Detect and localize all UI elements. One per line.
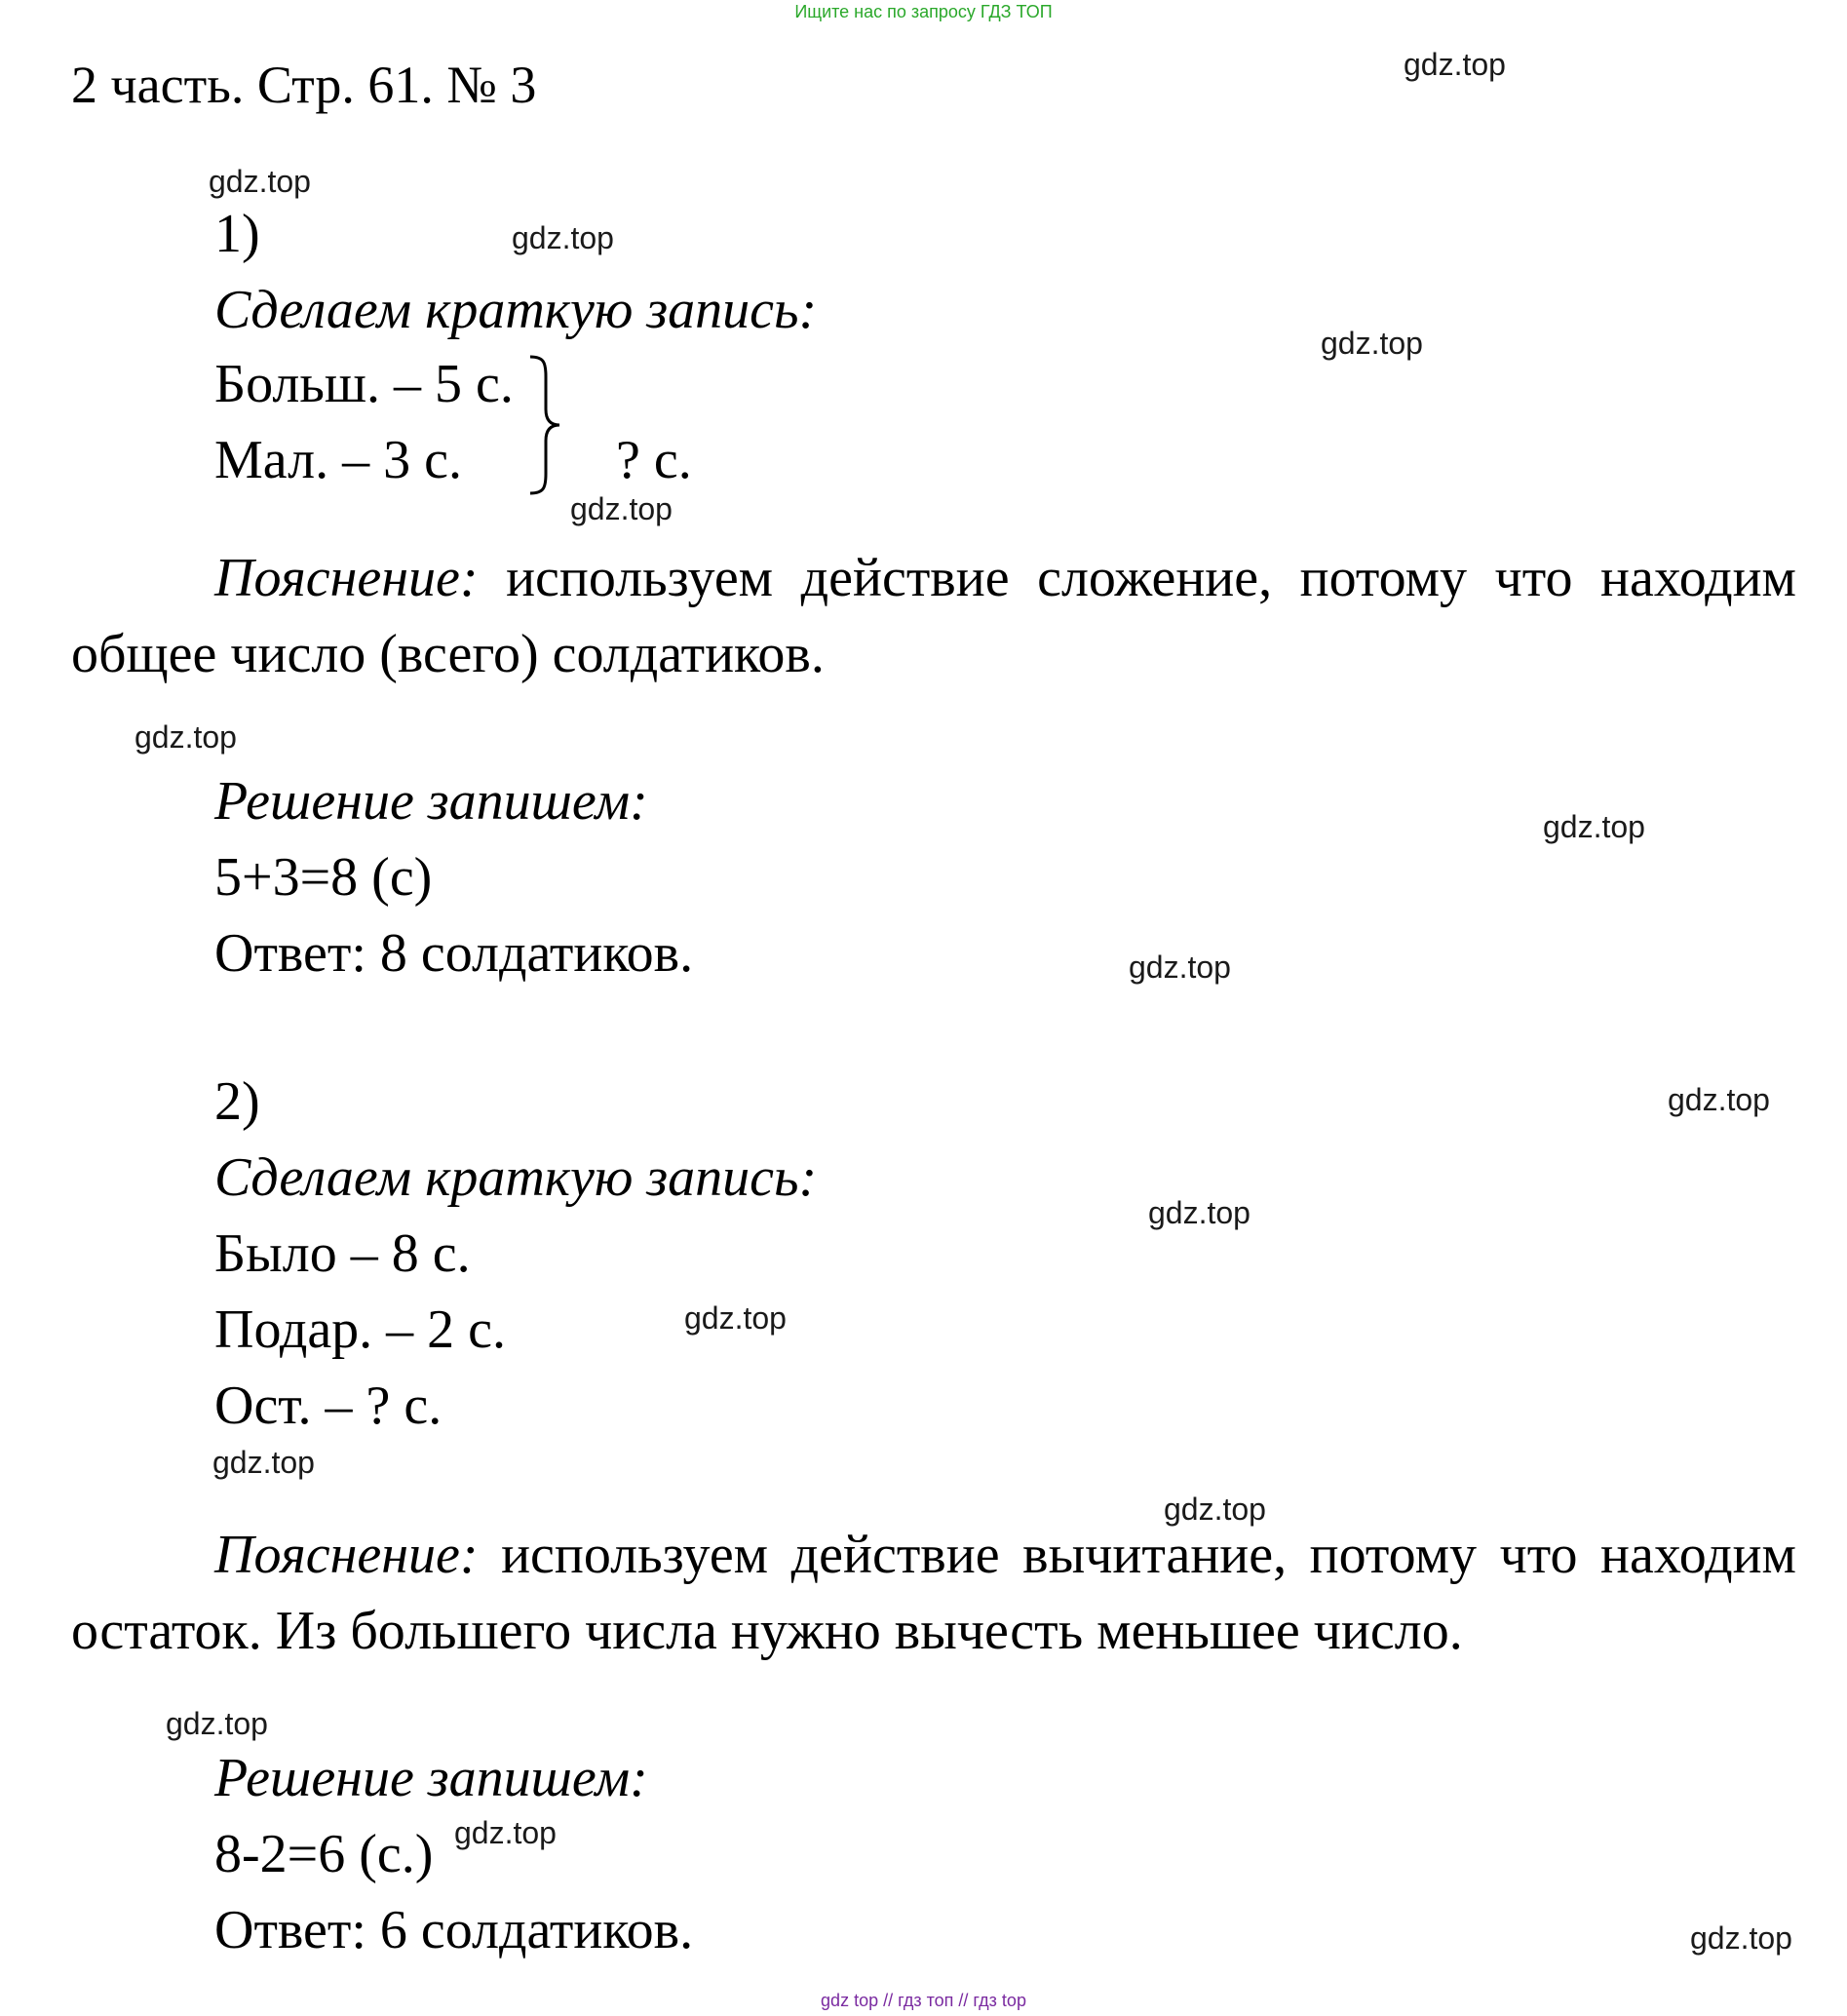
part1-summary-line1: Больш. – 5 с. <box>214 354 514 414</box>
watermark: gdz.top <box>209 164 311 199</box>
watermark: gdz.top <box>1668 1082 1770 1117</box>
watermark: gdz.top <box>1321 326 1423 361</box>
part1-summary-heading: Сделаем краткую запись: <box>214 280 818 340</box>
top-banner: Ищите нас по запросу ГДЗ ТОП <box>794 2 1053 21</box>
watermark: gdz.top <box>1543 809 1645 844</box>
part1-answer: Ответ: 8 солдатиков. <box>214 923 694 984</box>
watermark: gdz.top <box>1404 47 1506 82</box>
watermark: gdz.top <box>1690 1920 1792 1956</box>
part2-summary-line3: Ост. – ? с. <box>214 1376 443 1436</box>
part2-explanation-text: используем действие вычитание, потому что находим остаток. Из большего числа нужно вычесть меньшее число. <box>71 1525 1796 1661</box>
part1-number: 1) <box>214 204 260 264</box>
part2-solution-heading: Решение запишем: <box>214 1748 648 1808</box>
part2-explanation-label: Пояснение: <box>214 1525 479 1585</box>
part1-summary-line2: Мал. – 3 с. <box>214 430 462 490</box>
watermark: gdz.top <box>1164 1492 1266 1527</box>
page-title: 2 часть. Стр. 61. № 3 <box>71 56 537 114</box>
curly-brace-icon <box>526 353 565 497</box>
part2-number: 2) <box>214 1071 260 1132</box>
part1-explanation <box>71 540 1796 692</box>
watermark: gdz.top <box>1148 1195 1251 1230</box>
part2-explanation <box>71 1517 1796 1669</box>
part2-summary-heading: Сделаем краткую запись: <box>214 1147 818 1208</box>
watermark: gdz.top <box>212 1445 315 1480</box>
part1-equation: 5+3=8 (с) <box>214 847 433 908</box>
part1-summary-question: ? с. <box>616 430 692 490</box>
watermark: gdz.top <box>512 220 614 255</box>
bottom-banner: gdz top // гдз топ // гдз top <box>821 1991 1026 2010</box>
part2-equation: 8-2=6 (с.) <box>214 1824 434 1884</box>
watermark: gdz.top <box>454 1815 557 1850</box>
part1-solution-heading: Решение запишем: <box>214 771 648 832</box>
watermark: gdz.top <box>166 1706 268 1741</box>
part2-answer: Ответ: 6 солдатиков. <box>214 1900 694 1960</box>
part1-explanation-label: Пояснение: <box>214 548 479 608</box>
watermark: gdz.top <box>135 719 237 755</box>
part1-explanation-text: используем действие сложение, потому что находим общее число (всего) солдатиков. <box>71 548 1796 684</box>
part2-summary-line2: Подар. – 2 с. <box>214 1299 507 1360</box>
watermark: gdz.top <box>570 491 673 526</box>
watermark: gdz.top <box>684 1300 787 1336</box>
part2-summary-line1: Было – 8 с. <box>214 1223 471 1284</box>
watermark: gdz.top <box>1129 950 1231 985</box>
